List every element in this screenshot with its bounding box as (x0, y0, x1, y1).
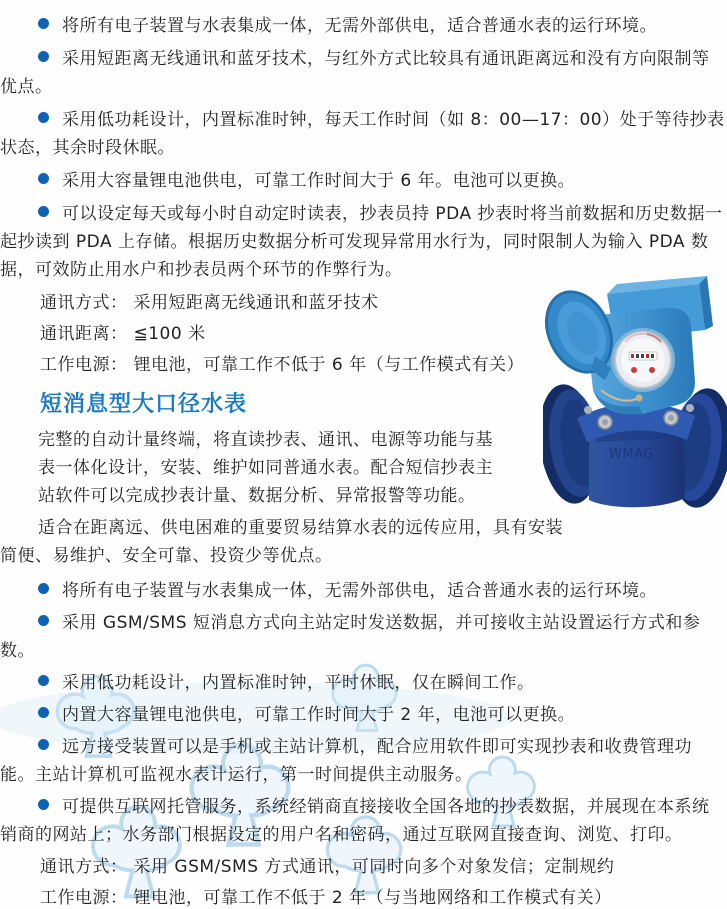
bullet-icon (38, 206, 49, 217)
bullet-icon (38, 173, 49, 184)
spec-label: 工作电源： (40, 888, 128, 908)
bullet-text: 可提供互联网托管服务，系统经销商直接接收全国各地的抄表数据，并展现在本系统销商的网站上；水务部门根据设定的用户名和密码，通过互联网直接查询、浏览、打印。 (0, 797, 710, 845)
bullet-item (0, 609, 727, 665)
spec-label: 通讯方式： (40, 293, 128, 313)
bullet-text: 采用 GSM/SMS 短消息方式向主站定时发送数据，并可接收主站设置运行方式和参数。 (0, 613, 701, 661)
spec-label: 通讯距离： (40, 324, 128, 344)
spec-value: 锂电池，可靠工作不低于 2 年（与当地网络和工作模式有关） (133, 888, 612, 908)
spec-label: 通讯方式： (40, 857, 128, 877)
intro-paragraph: 适合在距离远、供电困难的重要贸易结算水表的远传应用，具有安装简便、易维护、安全可靠、投资少等优点。 (0, 518, 563, 566)
bullet-item (0, 701, 727, 729)
bullet-item (0, 45, 727, 101)
spec-row-comm-mode (0, 853, 727, 882)
bullet-text: 采用低功耗设计，内置标准时钟，每天工作时间（如 8：00—17：00）处于等待抄表状态，其余时段休眠。 (0, 110, 725, 158)
section-title: 短消息型大口径水表 (40, 392, 248, 417)
section-sms-large-meter (0, 392, 727, 909)
bullet-icon (38, 112, 49, 123)
bullet-item (0, 669, 727, 697)
bullet-item (0, 793, 727, 849)
bullet-icon (38, 675, 49, 686)
spec-value: 采用 GSM/SMS 方式通讯，可同时向多个对象发信；定制规约 (133, 857, 615, 877)
bullet-text: 采用大容量锂电池供电，可靠工作时间大于 6 年。电池可以更换。 (62, 171, 576, 191)
bullet-text: 将所有电子装置与水表集成一体，无需外部供电，适合普通水表的运行环境。 (62, 16, 657, 36)
bullet-text: 远方接受装置可以是手机或主站计算机，配合应用软件即可实现抄表和收费管理功能。主站计算机可监视水表计运行，第一时间提供主动服务。 (0, 737, 692, 785)
bullet-icon (38, 707, 49, 718)
spec-value: ≦100 米 (133, 324, 206, 344)
bullet-text: 内置大容量锂电池供电，可靠工作时间大于 2 年，电池可以更换。 (62, 705, 576, 725)
bullet-item (0, 577, 727, 605)
spec-row-power (0, 351, 727, 380)
bullet-icon (38, 51, 49, 62)
intro-paragraph: 完整的自动计量终端，将直读抄表、通讯、电源等功能与基表一体化设计，安装、维护如同普通水表。配合短信抄表主站软件可以完成抄表计量、数据分析、异常报警等功能。 (38, 430, 493, 506)
bullet-icon (38, 583, 49, 594)
spec-row-power (0, 884, 727, 909)
section-wireless-meter (0, 12, 727, 380)
bullet-item (0, 106, 727, 162)
bullet-item (0, 200, 727, 284)
spec-label: 工作电源： (40, 355, 128, 375)
bullet-item (0, 167, 727, 195)
bullet-text: 可以设定每天或每小时自动定时读表，抄表员持 PDA 抄表时将当前数据和历史数据一起抄读到 PDA 上存储。根据历史数据分析可发现异常用水行为，同时限制人为输入 PDA 数据，可效防止用水户和抄表员两个环节的作弊行为。 (0, 204, 723, 280)
bullet-icon (38, 799, 49, 810)
spec-list (0, 289, 727, 380)
bullet-text: 采用低功耗设计，内置标准时钟，平时休眠，仅在瞬间工作。 (62, 673, 535, 693)
bullet-icon (38, 615, 49, 626)
spec-row-comm-mode (0, 289, 727, 318)
bullet-icon (38, 739, 49, 750)
bullet-item (0, 12, 727, 40)
spec-value: 锂电池，可靠工作不低于 6 年（与工作模式有关） (133, 355, 525, 375)
spec-row-comm-distance (0, 320, 727, 349)
spec-list (0, 853, 727, 909)
bullet-item (0, 733, 727, 789)
bullet-text: 将所有电子装置与水表集成一体，无需外部供电，适合普通水表的运行环境。 (62, 581, 657, 601)
spec-value: 采用短距离无线通讯和蓝牙技术 (133, 293, 379, 313)
svg-text:WMAG: WMAG (609, 447, 654, 462)
bullet-text: 采用短距离无线通讯和蓝牙技术，与红外方式比较具有通讯距离远和没有方向限制等优点。 (0, 49, 710, 97)
bullet-icon (38, 18, 49, 29)
